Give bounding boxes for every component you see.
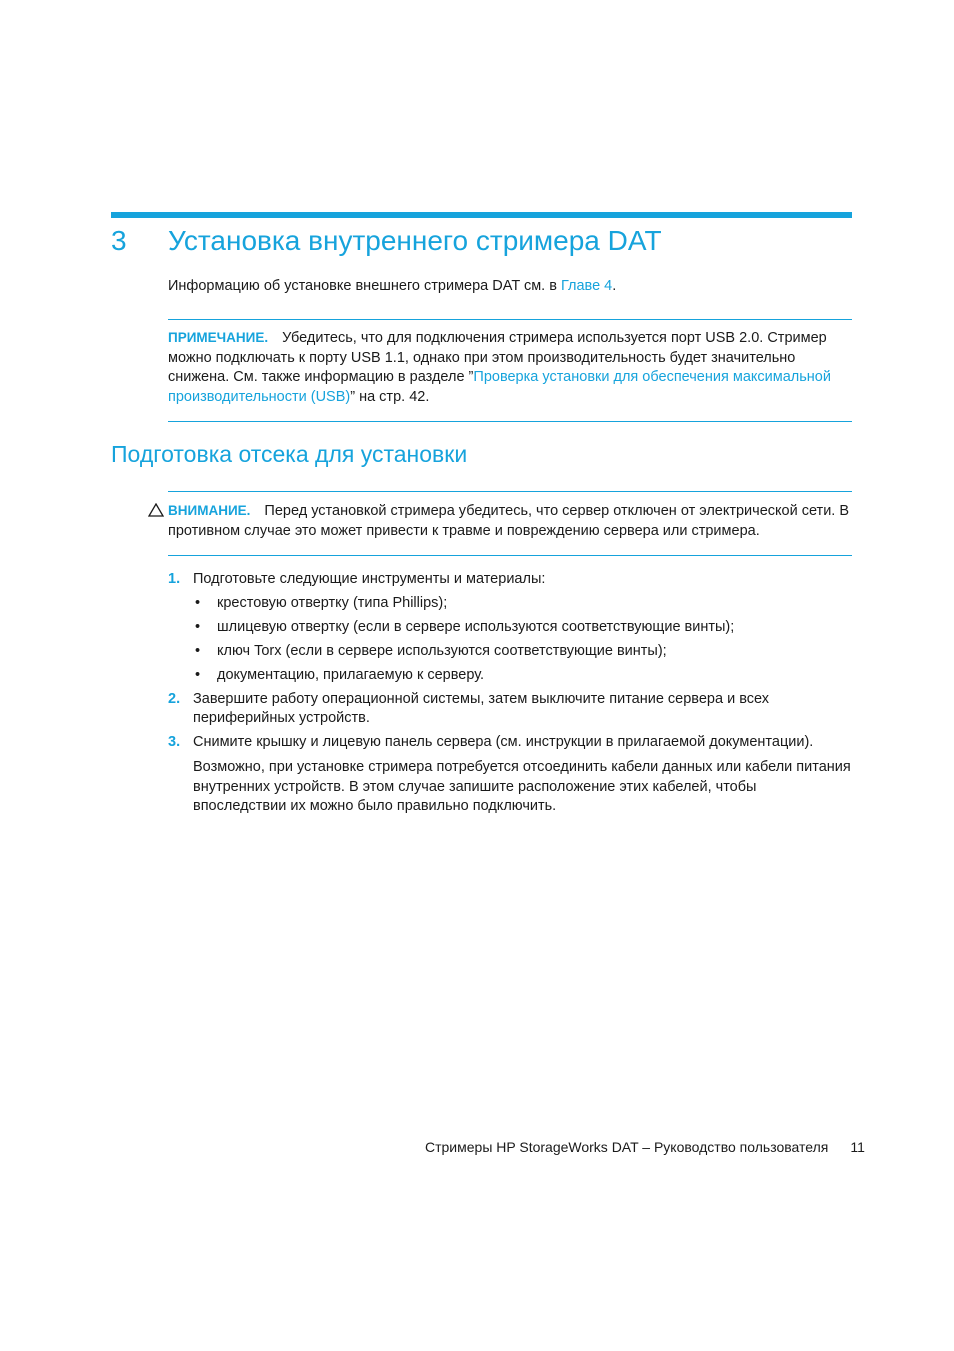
step-3 xyxy=(168,733,852,753)
note-bottom-rule xyxy=(168,421,852,422)
list-item-text: ключ Torx (если в сервере используются соответствующие винты); xyxy=(217,642,667,659)
tools-list xyxy=(193,594,852,686)
caution-top-rule xyxy=(168,491,852,492)
list-item xyxy=(193,666,852,686)
step-1-number: 1. xyxy=(168,571,181,587)
list-item xyxy=(193,618,852,638)
footer-title: Стримеры HP StorageWorks DAT – Руководство пользователя xyxy=(425,1139,829,1155)
step-2 xyxy=(168,690,852,729)
bullet-icon: • xyxy=(195,594,201,611)
step-2-text: Завершите работу операционной системы, затем выключите питание сервера и всех периферийных устройств. xyxy=(193,690,769,726)
chapter-rule xyxy=(111,212,852,218)
bullet-icon: • xyxy=(195,666,201,683)
note-label: ПРИМЕЧАНИЕ. xyxy=(168,330,269,345)
intro-end: . xyxy=(612,278,617,294)
page-number: 11 xyxy=(850,1139,865,1155)
steps-list xyxy=(168,570,852,817)
chapter-title: Установка внутреннего стримера DAT xyxy=(168,225,662,256)
intro-paragraph xyxy=(168,276,616,296)
bullet-icon: • xyxy=(195,618,201,635)
caution-text: Перед установкой стримера убедитесь, что сервер отключен от электрической сети. В противном случае это может привести к травме и повреждению сервера или стримера. xyxy=(168,503,850,539)
note-block xyxy=(168,328,852,407)
list-item-text: шлицевую отвертку (если в сервере используются соответствующие винты); xyxy=(217,618,735,635)
caution-block xyxy=(168,501,852,541)
chapter-4-link[interactable]: Главе 4 xyxy=(560,278,613,294)
intro-text: Информацию об установке внешнего стримера DAT см. в xyxy=(168,278,561,294)
step-1-text: Подготовьте следующие инструменты и материалы: xyxy=(193,571,546,587)
step-2-number: 2. xyxy=(168,690,181,707)
warning-triangle-icon xyxy=(148,503,164,517)
list-item-text: крестовую отвертку (типа Phillips); xyxy=(217,594,448,611)
caution-label: ВНИМАНИЕ. xyxy=(168,503,251,518)
note-top-rule xyxy=(168,319,852,320)
step-3-note: Возможно, при установке стримера потребуется отсоединить кабели данных или кабели питания внутренних устройств. В этом случае запишите расположение этих кабелей, чтобы впоследствии их можно было правильно подключить. xyxy=(193,759,851,814)
chapter-number: 3 xyxy=(111,225,127,256)
page-footer xyxy=(425,1137,865,1157)
note-end: ” на стр. 42. xyxy=(350,388,430,405)
section-title: Подготовка отсека для установки xyxy=(111,441,468,467)
list-item xyxy=(193,594,852,614)
step-3-text: Снимите крышку и лицевую панель сервера (см. инструкции в прилагаемой документации). xyxy=(193,733,814,750)
list-item-text: документацию, прилагаемую к серверу. xyxy=(217,666,485,683)
step-3-number: 3. xyxy=(168,733,181,750)
bullet-icon: • xyxy=(195,642,201,659)
note-text: Убедитесь, что для подключения стримера используется порт USB 2.0. Стример можно подключать к порту USB 1.1, однако при этом производительность будет значительно снижена. См. также информацию в разделе ” xyxy=(168,330,827,385)
list-item xyxy=(193,642,852,662)
step-1 xyxy=(168,570,852,685)
usb-performance-link[interactable]: Проверка установки для обеспечения максимальной производительности (USB) xyxy=(168,369,831,405)
caution-bottom-rule xyxy=(168,555,852,556)
